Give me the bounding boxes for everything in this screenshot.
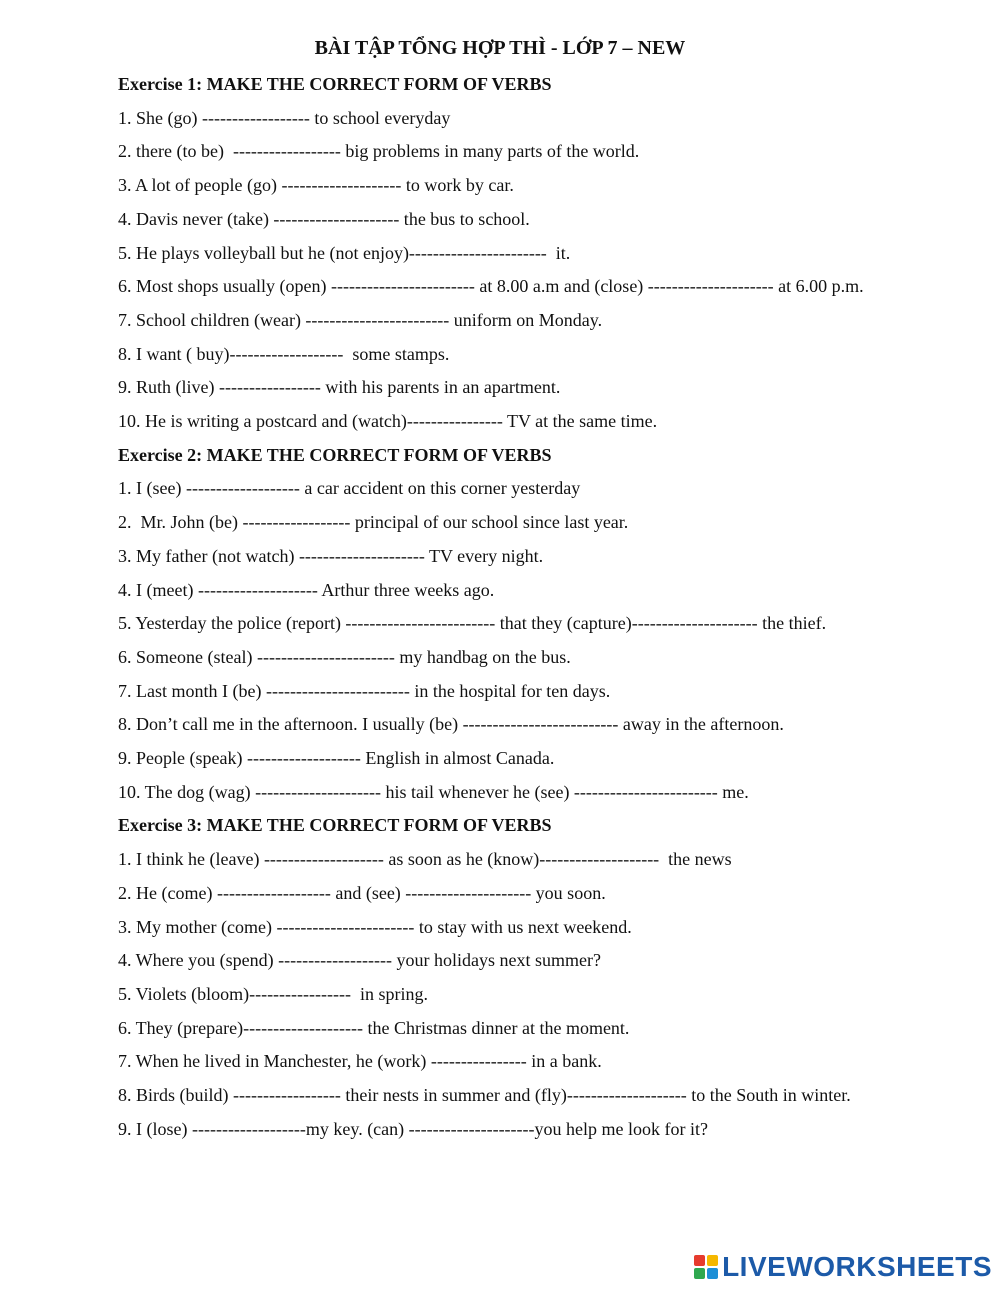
list-item: 5. He plays volleyball but he (not enjoy)----------------------- it.: [118, 242, 571, 263]
exercise-heading: Exercise 3: MAKE THE CORRECT FORM OF VERBS: [118, 815, 552, 836]
list-item: 4. Where you (spend) ------------------- your holidays next summer?: [118, 950, 601, 971]
list-item: 10. He is writing a postcard and (watch)---------------- TV at the same time.: [118, 411, 658, 432]
exercise-3: [118, 809, 878, 1146]
list-item: 3. A lot of people (go) -------------------- to work by car.: [118, 175, 514, 196]
list-item: 9. I (lose) -------------------my key. (can) ---------------------you help me look for it?: [118, 1118, 708, 1139]
list-item: 1. She (go) ------------------ to school everyday: [118, 107, 451, 128]
list-item: 4. I (meet) -------------------- Arthur three weeks ago.: [118, 579, 495, 600]
liveworksheets-logo: [694, 1251, 992, 1283]
list-item: 1. I (see) ------------------- a car accident on this corner yesterday: [118, 478, 581, 499]
list-item: 9. Ruth (live) ----------------- with his parents in an apartment.: [118, 377, 561, 398]
list-item: 3. My father (not watch) --------------------- TV every night.: [118, 545, 544, 566]
list-item: 6. Most shops usually (open) ------------------------ at 8.00 a.m and (close) --------------------- at 6.00 p.m.: [118, 276, 864, 297]
exercise-heading: Exercise 1: MAKE THE CORRECT FORM OF VERBS: [118, 74, 552, 94]
list-item: 5. Violets (bloom)----------------- in spring.: [118, 983, 428, 1004]
list-item: 5. Yesterday the police (report) ------------------------- that they (capture)--------------------- the thief.: [118, 613, 827, 634]
exercise-heading: Exercise 2: MAKE THE CORRECT FORM OF VERBS: [118, 444, 552, 465]
exercise-1: [118, 68, 878, 439]
list-item: 7. When he lived in Manchester, he (work) ---------------- in a bank.: [118, 1051, 602, 1072]
exercise-2: [118, 439, 878, 810]
list-item: 6. Someone (steal) ----------------------- my handbag on the bus.: [118, 646, 571, 667]
list-item: 2. there (to be) ------------------ big problems in many parts of the world.: [118, 141, 640, 162]
list-item: 4. Davis never (take) --------------------- the bus to school.: [118, 208, 530, 229]
list-item: 2. Mr. John (be) ------------------ principal of our school since last year.: [118, 512, 629, 533]
list-item: 8. Don’t call me in the afternoon. I usually (be) -------------------------- away in the afternoon.: [118, 714, 784, 735]
page-title: BÀI TẬP TỔNG HỢP THÌ - LỚP 7 – NEW: [314, 37, 686, 59]
list-item: 10. The dog (wag) --------------------- his tail whenever he (see) ------------------------ me.: [118, 781, 749, 802]
list-item: 7. School children (wear) ------------------------ uniform on Monday.: [118, 309, 603, 330]
worksheet-page: [118, 28, 878, 1146]
list-item: 3. My mother (come) ----------------------- to stay with us next weekend.: [118, 916, 632, 937]
list-item: 7. Last month I (be) ------------------------ in the hospital for ten days.: [118, 680, 611, 701]
list-item: 9. People (speak) ------------------- English in almost Canada.: [118, 748, 555, 769]
logo-blocks-icon: [694, 1255, 718, 1279]
logo-text: LIVEWORKSHEETS: [722, 1251, 992, 1282]
list-item: 8. Birds (build) ------------------ their nests in summer and (fly)-------------------- to the South in winter.: [118, 1085, 851, 1106]
list-item: 8. I want ( buy)------------------- some stamps.: [118, 343, 450, 364]
list-item: 2. He (come) ------------------- and (see) --------------------- you soon.: [118, 882, 606, 903]
list-item: 6. They (prepare)-------------------- the Christmas dinner at the moment.: [118, 1017, 630, 1038]
list-item: 1. I think he (leave) -------------------- as soon as he (know)-------------------- the news: [118, 849, 732, 870]
